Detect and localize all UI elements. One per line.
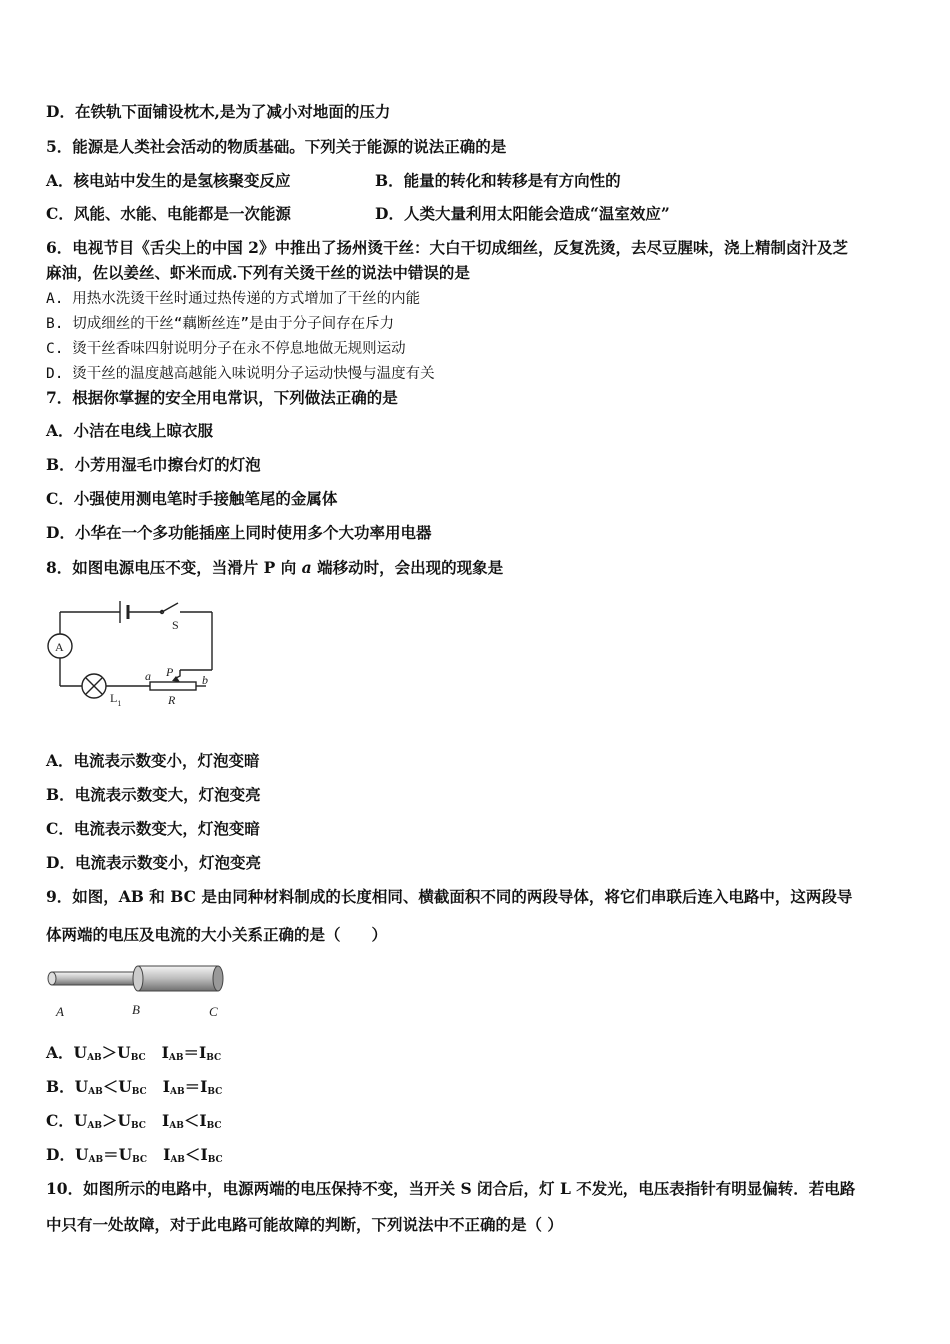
q6-option-c-text: C. 烫干丝香味四射说明分子在永不停息地做无规则运动 [46, 341, 406, 357]
q9-stem-line2: 体两端的电压及电流的大小关系正确的是（ ） [46, 925, 388, 944]
rheostat-end-a: a [145, 669, 151, 683]
current-relation: ＜ [183, 1111, 200, 1130]
current-symbol: I [199, 1043, 207, 1062]
q10-stem-line1: 10．如图所示的电路中，电源两端的电压保持不变，当开关 S 闭合后，灯 L 不发光，电压表指针有明显偏转．若电路 [46, 1179, 856, 1198]
q5-option-d: D．人类大量利用太阳能会造成“温室效应” [375, 204, 670, 223]
subscript-bc: BC [207, 1087, 223, 1097]
q8-option-c: C．电流表示数变大，灯泡变暗 [46, 819, 260, 838]
rheostat-end-b: b [202, 673, 208, 687]
q9-option [46, 1111, 222, 1136]
q8-stem [46, 558, 503, 578]
q8-stem-var: a [301, 558, 312, 577]
subscript-bc: BC [130, 1053, 146, 1063]
slider-p-label: P [166, 665, 174, 679]
q6-option-a [46, 288, 420, 309]
lamp-label [110, 691, 121, 708]
q6-option-d [46, 363, 435, 384]
subscript-ab: AB [169, 1121, 184, 1131]
q8-stem-post: 端移动时，会出现的现象是 [311, 558, 504, 577]
switch-label: S [172, 618, 179, 632]
voltage-symbol: U [73, 1111, 88, 1130]
q5-stem: 5．能源是人类社会活动的物质基础。下列关于能源的说法正确的是 [46, 137, 507, 156]
subscript-bc: BC [206, 1053, 222, 1063]
ammeter-label: A [55, 640, 64, 654]
voltage-symbol: U [74, 1145, 89, 1164]
q9-option-label: B． [46, 1077, 75, 1096]
q8-circuit-diagram [40, 592, 230, 718]
q6-option-b [46, 313, 394, 334]
lamp-label-letter: L [110, 691, 118, 705]
q9-option-label: A． [46, 1043, 74, 1062]
q8-option-a: A．电流表示数变小，灯泡变暗 [46, 751, 260, 770]
voltage-symbol: U [73, 1043, 88, 1062]
q7-option-d: D．小华在一个多功能插座上同时使用多个大功率用电器 [46, 523, 432, 542]
conductor-label-c: C [209, 1004, 218, 1019]
conductor-label-b: B [132, 1002, 140, 1017]
current-relation: ＝ [184, 1077, 201, 1096]
subscript-ab: AB [168, 1053, 184, 1063]
q9-option-label: C． [46, 1111, 74, 1130]
subscript-ab: AB [88, 1155, 104, 1165]
current-relation: ＜ [184, 1145, 201, 1164]
subscript-bc: BC [207, 1155, 223, 1165]
subscript-bc: BC [131, 1121, 146, 1131]
q9-option [46, 1145, 223, 1170]
q7-option-b: B．小芳用湿毛巾擦台灯的灯泡 [46, 455, 261, 474]
q5-option-b: B．能量的转化和转移是有方向性的 [375, 171, 621, 190]
current-symbol: I [163, 1145, 171, 1164]
subscript-ab: AB [169, 1087, 185, 1097]
voltage-symbol: U [118, 1077, 132, 1096]
q10-stem-line2: 中只有一处故障，对于此电路可能故障的判断，下列说法中不正确的是（ ） [46, 1215, 563, 1234]
current-symbol: I [200, 1145, 208, 1164]
q6-option-d-text: D. 烫干丝的温度越高越能入味说明分子运动快慢与温度有关 [46, 366, 435, 382]
current-symbol: I [162, 1077, 170, 1096]
q4-option-d: D．在铁轨下面铺设枕木,是为了减小对地面的压力 [46, 102, 391, 121]
voltage-relation: ＜ [102, 1077, 119, 1096]
subscript-ab: AB [170, 1155, 185, 1165]
q5-option-c: C．风能、水能、电能都是一次能源 [46, 204, 291, 223]
current-symbol: I [199, 1111, 207, 1130]
q7-option-a: A．小洁在电线上晾衣服 [46, 421, 214, 440]
q9-option-label: D． [46, 1145, 75, 1164]
q9-option [46, 1043, 221, 1068]
q6-option-b-text: B. 切成细丝的干丝“藕断丝连”是由于分子间存在斥力 [46, 316, 395, 332]
q5-option-a: A．核电站中发生的是氢核聚变反应 [46, 171, 291, 190]
voltage-relation: ＞ [101, 1043, 118, 1062]
subscript-bc: BC [206, 1121, 222, 1131]
voltage-symbol: U [117, 1111, 132, 1130]
q7-option-c: C．小强使用测电笔时手接触笔尾的金属体 [46, 489, 338, 508]
voltage-relation: ＞ [101, 1111, 118, 1130]
q8-option-d: D．电流表示数变小，灯泡变亮 [46, 853, 261, 872]
subscript-bc: BC [132, 1155, 148, 1165]
subscript-ab: AB [87, 1121, 102, 1131]
voltage-symbol: U [118, 1145, 133, 1164]
q7-stem: 7．根据你掌握的安全用电常识，下列做法正确的是 [46, 388, 398, 407]
q8-stem-pre: 8．如图电源电压不变，当滑片 P 向 [46, 558, 302, 577]
current-symbol: I [161, 1043, 169, 1062]
q6-option-a-text: A. 用热水洗烫干丝时通过热传递的方式增加了干丝的内能 [46, 291, 421, 307]
q9-conductor-diagram [42, 962, 232, 1026]
q9-option [46, 1077, 222, 1102]
current-relation: ＝ [183, 1043, 200, 1062]
voltage-symbol: U [117, 1043, 131, 1062]
q6-stem-line1: 6．电视节目《舌尖上的中国 2》中推出了扬州烫干丝：大白干切成细丝，反复洗烫，去尽豆腥味，浇上精制卤汁及芝 [46, 238, 848, 257]
current-symbol: I [200, 1077, 208, 1096]
current-symbol: I [161, 1111, 170, 1130]
q6-stem-line2: 麻油，佐以姜丝、虾米而成.下列有关烫干丝的说法中错误的是 [46, 263, 470, 282]
subscript-ab: AB [87, 1053, 102, 1063]
conductor-label-a: A [56, 1004, 64, 1019]
q6-option-c [46, 338, 406, 359]
subscript-ab: AB [88, 1087, 103, 1097]
voltage-symbol: U [74, 1077, 89, 1096]
voltage-relation: ＝ [103, 1145, 119, 1164]
q8-option-b: B．电流表示数变大，灯泡变亮 [46, 785, 261, 804]
rheostat-label: R [168, 693, 176, 707]
lamp-label-sub: 1 [117, 699, 122, 708]
q9-stem-line1: 9．如图，AB 和 BC 是由同种材料制成的长度相同、横截面积不同的两段导体，将它们串联后连入电路中，这两段导 [46, 887, 853, 906]
subscript-bc: BC [131, 1087, 147, 1097]
